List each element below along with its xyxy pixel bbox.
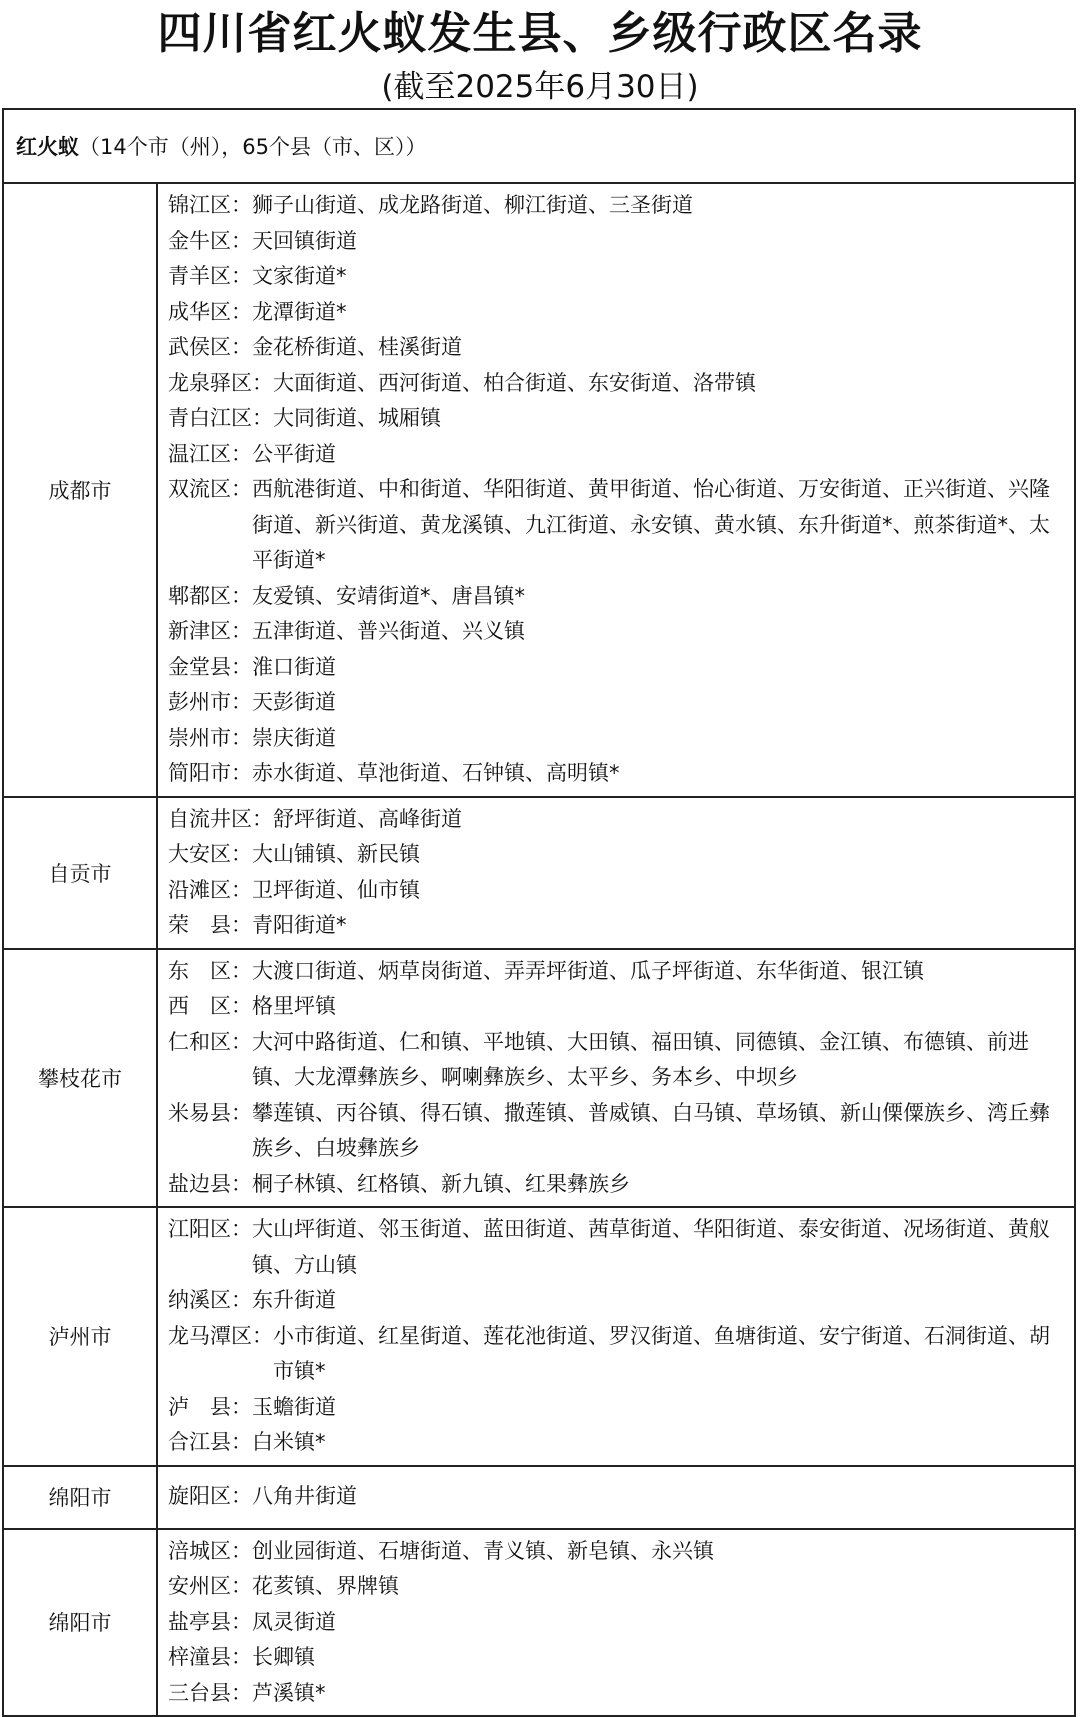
district-name: 涪城区： <box>168 1538 252 1563</box>
district-name: 梓潼县： <box>168 1645 252 1669</box>
district-name: 盐边县： <box>168 1171 252 1196</box>
directory-table <box>2 108 1076 1717</box>
district-name: 荣 县： <box>168 913 252 937</box>
district-name: 东 区： <box>168 958 252 983</box>
district-entry <box>168 873 1066 909</box>
district-name: 西 区： <box>168 994 252 1018</box>
district-entry <box>168 1319 1066 1390</box>
district-entry <box>168 188 1066 224</box>
city-name: 绵阳市 <box>3 1529 157 1717</box>
district-entry <box>168 259 1066 295</box>
district-name: 龙泉驿区： <box>168 370 273 395</box>
township-list: 大河中路街道、仁和镇、平地镇、大田镇、福田镇、同德镇、金江镇、布德镇、前进镇、大龙潭彝族乡、啊喇彝族乡、太平乡、务本乡、中坝乡 <box>252 1029 1029 1089</box>
district-entry <box>168 1212 1066 1283</box>
township-list: 龙潭街道* <box>252 299 347 324</box>
district-entry <box>168 295 1066 331</box>
district-entry <box>168 579 1066 615</box>
township-list: 文家街道* <box>252 264 347 288</box>
district-name: 龙马潭区： <box>168 1323 273 1348</box>
township-list: 长卿镇 <box>252 1645 315 1669</box>
district-name: 双流区： <box>168 477 252 501</box>
district-entry <box>168 401 1066 437</box>
district-name: 盐亭县： <box>168 1609 252 1634</box>
township-list: 芦溪镇* <box>252 1680 326 1705</box>
district-entry <box>168 366 1066 402</box>
district-entry <box>168 685 1066 721</box>
district-list <box>157 797 1075 949</box>
township-list: 白米镇* <box>252 1430 326 1454</box>
city-name: 攀枝花市 <box>3 949 157 1208</box>
district-name: 温江区： <box>168 441 252 466</box>
district-list <box>157 949 1075 1208</box>
district-list <box>157 183 1075 797</box>
district-entry <box>168 989 1066 1025</box>
township-list: 淮口街道 <box>252 654 336 679</box>
district-name: 青羊区： <box>168 264 252 288</box>
district-entry <box>168 614 1066 650</box>
district-entry <box>168 650 1066 686</box>
district-name: 武侯区： <box>168 335 252 359</box>
district-entry <box>168 802 1066 838</box>
district-name: 新津区： <box>168 619 252 643</box>
district-name: 大安区： <box>168 842 252 866</box>
city-name: 自贡市 <box>3 797 157 949</box>
district-name: 三台县： <box>168 1680 252 1705</box>
district-entry <box>168 954 1066 990</box>
table-header-row <box>3 109 1075 183</box>
township-list: 大同街道、城厢镇 <box>273 406 441 430</box>
district-name: 郫都区： <box>168 583 252 608</box>
district-list <box>157 1207 1075 1466</box>
city-row <box>3 949 1075 1208</box>
district-entry <box>168 1640 1066 1676</box>
district-name: 泸 县： <box>168 1394 252 1419</box>
township-list: 大山铺镇、新民镇 <box>252 842 420 866</box>
district-entry <box>168 1569 1066 1605</box>
document-title: 四川省红火蚁发生县、乡级行政区名录 <box>157 8 923 59</box>
district-entry <box>168 1425 1066 1461</box>
township-list: 天彭街道 <box>252 690 336 714</box>
district-entry <box>168 1167 1066 1203</box>
city-name: 成都市 <box>3 183 157 797</box>
township-list: 青阳街道* <box>252 913 347 937</box>
district-entry <box>168 1096 1066 1167</box>
district-name: 金堂县： <box>168 654 252 679</box>
district-entry <box>168 224 1066 260</box>
district-name: 沿滩区： <box>168 877 252 902</box>
township-list: 大渡口街道、炳草岗街道、弄弄坪街道、瓜子坪街道、东华街道、银江镇 <box>252 958 924 983</box>
district-name: 青白江区： <box>168 406 273 430</box>
district-entry <box>168 1283 1066 1319</box>
township-list: 花荄镇、界牌镇 <box>252 1574 399 1598</box>
township-list: 桐子林镇、红格镇、新九镇、红果彝族乡 <box>252 1171 630 1196</box>
township-list: 小市街道、红星街道、莲花池街道、罗汉街道、鱼塘街道、安宁街道、石洞街道、胡市镇* <box>273 1323 1050 1383</box>
township-list: 卫坪街道、仙市镇 <box>252 877 420 902</box>
city-row <box>3 1529 1075 1717</box>
township-list: 东升街道 <box>252 1288 336 1312</box>
district-name: 彭州市： <box>168 690 252 714</box>
township-list: 大山坪街道、邻玉街道、蓝田街道、茜草街道、华阳街道、泰安街道、况场街道、黄舣镇、方山镇 <box>252 1217 1050 1277</box>
district-name: 江阳区： <box>168 1217 252 1241</box>
district-name: 自流井区： <box>168 806 273 831</box>
township-list: 五津街道、普兴街道、兴义镇 <box>252 619 525 643</box>
district-name: 崇州市： <box>168 725 252 750</box>
district-name: 金牛区： <box>168 228 252 253</box>
township-list: 攀莲镇、丙谷镇、得石镇、撒莲镇、普威镇、白马镇、草场镇、新山傈僳族乡、湾丘彝族乡、白坡彝族乡 <box>252 1100 1050 1160</box>
district-entry <box>168 721 1066 757</box>
district-entry <box>168 1390 1066 1426</box>
township-list: 玉蟾街道 <box>252 1394 336 1419</box>
township-list: 崇庆街道 <box>252 725 336 750</box>
township-list: 狮子山街道、成龙路街道、柳江街道、三圣街道 <box>252 193 693 217</box>
district-entry <box>168 756 1066 792</box>
document-subtitle: (截至2025年6月30日) <box>381 69 699 105</box>
district-entry <box>168 1479 1066 1515</box>
city-name: 绵阳市 <box>3 1466 157 1529</box>
district-entry <box>168 472 1066 579</box>
header-species: 红火蚁 <box>16 135 79 159</box>
township-list: 创业园街道、石塘街道、青义镇、新皂镇、永兴镇 <box>252 1538 714 1563</box>
district-name: 仁和区： <box>168 1029 252 1054</box>
district-entry <box>168 837 1066 873</box>
district-entry <box>168 1534 1066 1570</box>
district-entry <box>168 1025 1066 1096</box>
township-list: 西航港街道、中和街道、华阳街道、黄甲街道、怡心街道、万安街道、正兴街道、兴隆街道、新兴街道、黄龙溪镇、九江街道、永安镇、黄水镇、东升街道*、煎茶街道*、太平街道* <box>252 477 1050 572</box>
header-summary: （14个市（州），65个县（市、区）） <box>79 135 427 159</box>
district-entry <box>168 437 1066 473</box>
district-name: 米易县： <box>168 1100 252 1125</box>
township-list: 友爱镇、安靖街道*、唐昌镇* <box>252 583 525 608</box>
township-list: 格里坪镇 <box>252 994 336 1018</box>
city-row <box>3 183 1075 797</box>
township-list: 八角井街道 <box>252 1484 357 1509</box>
district-name: 锦江区： <box>168 193 252 217</box>
district-name: 合江县： <box>168 1430 252 1454</box>
district-list <box>157 1529 1075 1717</box>
township-list: 大面街道、西河街道、柏合街道、东安街道、洛带镇 <box>273 370 756 395</box>
district-entry <box>168 1676 1066 1712</box>
city-row <box>3 797 1075 949</box>
city-name: 泸州市 <box>3 1207 157 1466</box>
district-entry <box>168 1605 1066 1641</box>
township-list: 金花桥街道、桂溪街道 <box>252 335 462 359</box>
district-name: 旋阳区： <box>168 1484 252 1509</box>
district-name: 简阳市： <box>168 761 252 785</box>
township-list: 凤灵街道 <box>252 1609 336 1634</box>
district-entry <box>168 908 1066 944</box>
township-list: 舒坪街道、高峰街道 <box>273 806 462 831</box>
township-list: 公平街道 <box>252 441 336 466</box>
district-entry <box>168 330 1066 366</box>
city-row <box>3 1207 1075 1466</box>
district-name: 安州区： <box>168 1574 252 1598</box>
city-row <box>3 1466 1075 1529</box>
district-name: 纳溪区： <box>168 1288 252 1312</box>
district-name: 成华区： <box>168 299 252 324</box>
township-list: 天回镇街道 <box>252 228 357 253</box>
table-header <box>3 109 1075 183</box>
district-list <box>157 1466 1075 1529</box>
township-list: 赤水街道、草池街道、石钟镇、高明镇* <box>252 761 620 785</box>
